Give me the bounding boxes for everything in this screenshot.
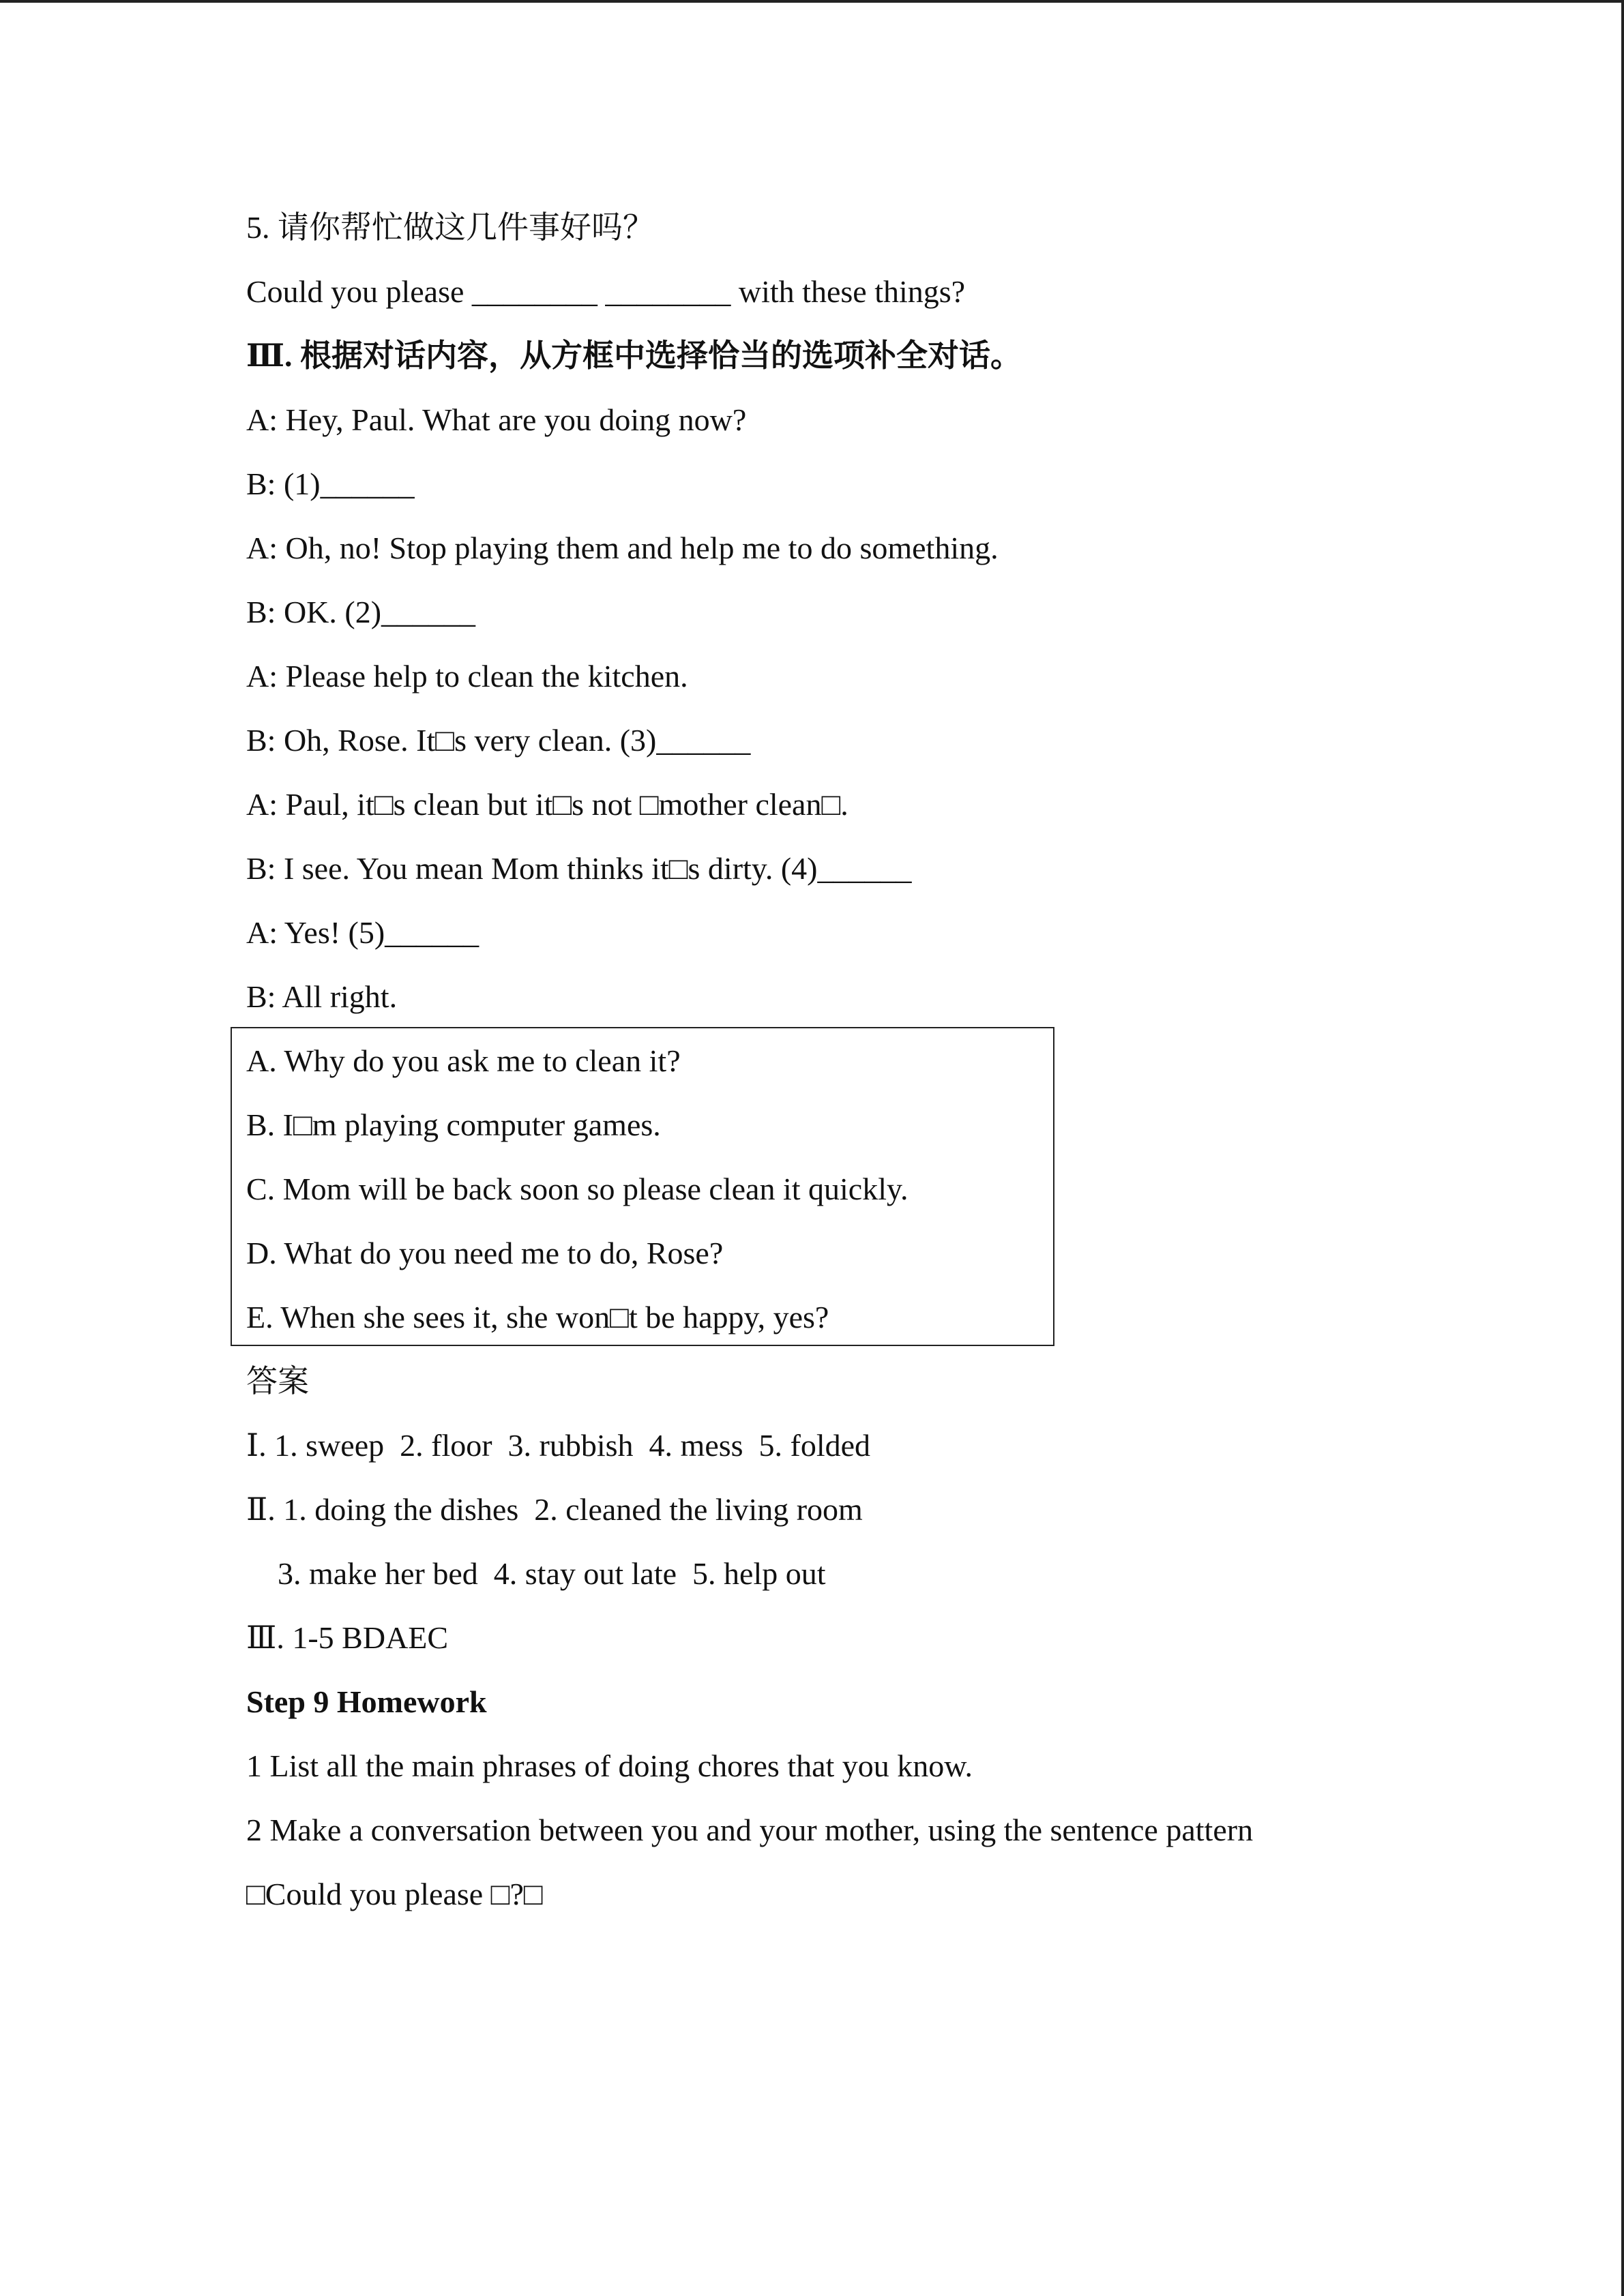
homework-heading: Step 9 Homework (246, 1684, 487, 1719)
answer-line: 3. make her bed 4. stay out late 5. help out (246, 1556, 826, 1591)
dialogue-line: B: (1)______ (246, 466, 415, 501)
dialogue-line: B: All right. (246, 979, 398, 1014)
answer-line: Ⅱ. 1. doing the dishes 2. cleaned the living room (246, 1492, 863, 1527)
option-a: A. Why do you ask me to clean it? (246, 1043, 681, 1078)
option-c: C. Mom will be back soon so please clean it quickly. (246, 1172, 909, 1206)
dialogue-line: A: Paul, it□s clean but it□s not □mother clean□. (246, 787, 848, 822)
dialogue-line: A: Yes! (5)______ (246, 915, 479, 950)
answer-line: Ⅲ. 1-5 BDAEC (246, 1620, 449, 1655)
dialogue-line: B: Oh, Rose. It□s very clean. (3)______ (246, 723, 751, 758)
option-e: E. When she sees it, she won□t be happy, yes? (246, 1300, 829, 1335)
answer-line: Ⅰ. 1. sweep 2. floor 3. rubbish 4. mess 5. folded (246, 1428, 871, 1463)
answers-heading: 答案 (246, 1364, 309, 1399)
option-d: D. What do you need me to do, Rose? (246, 1236, 724, 1270)
option-b: B. I□m playing computer games. (246, 1107, 661, 1142)
top-border (0, 0, 1624, 3)
dialogue-line: A: Please help to clean the kitchen. (246, 659, 688, 694)
section-3-title: Ⅲ. 根据对话内容，从方框中选择恰当的选项补全对话。 (246, 338, 1022, 373)
homework-item: 2 Make a conversation between you and your mother, using the sentence pattern (246, 1813, 1254, 1847)
right-border (1621, 0, 1624, 2296)
homework-item: 1 List all the main phrases of doing chores that you know. (246, 1748, 973, 1783)
dialogue-line: B: I see. You mean Mom thinks it□s dirty. (4)______ (246, 851, 912, 886)
question-5-chinese: 5. 请你帮忙做这几件事好吗？ (246, 210, 654, 245)
dialogue-line: B: OK. (2)______ (246, 595, 476, 629)
dialogue-line: A: Hey, Paul. What are you doing now? (246, 402, 747, 437)
dialogue-line: A: Oh, no! Stop playing them and help me to do something. (246, 531, 999, 565)
homework-item: □Could you please □?□ (246, 1877, 543, 1911)
question-5-english: Could you please ________ ________ with these things? (246, 274, 966, 309)
